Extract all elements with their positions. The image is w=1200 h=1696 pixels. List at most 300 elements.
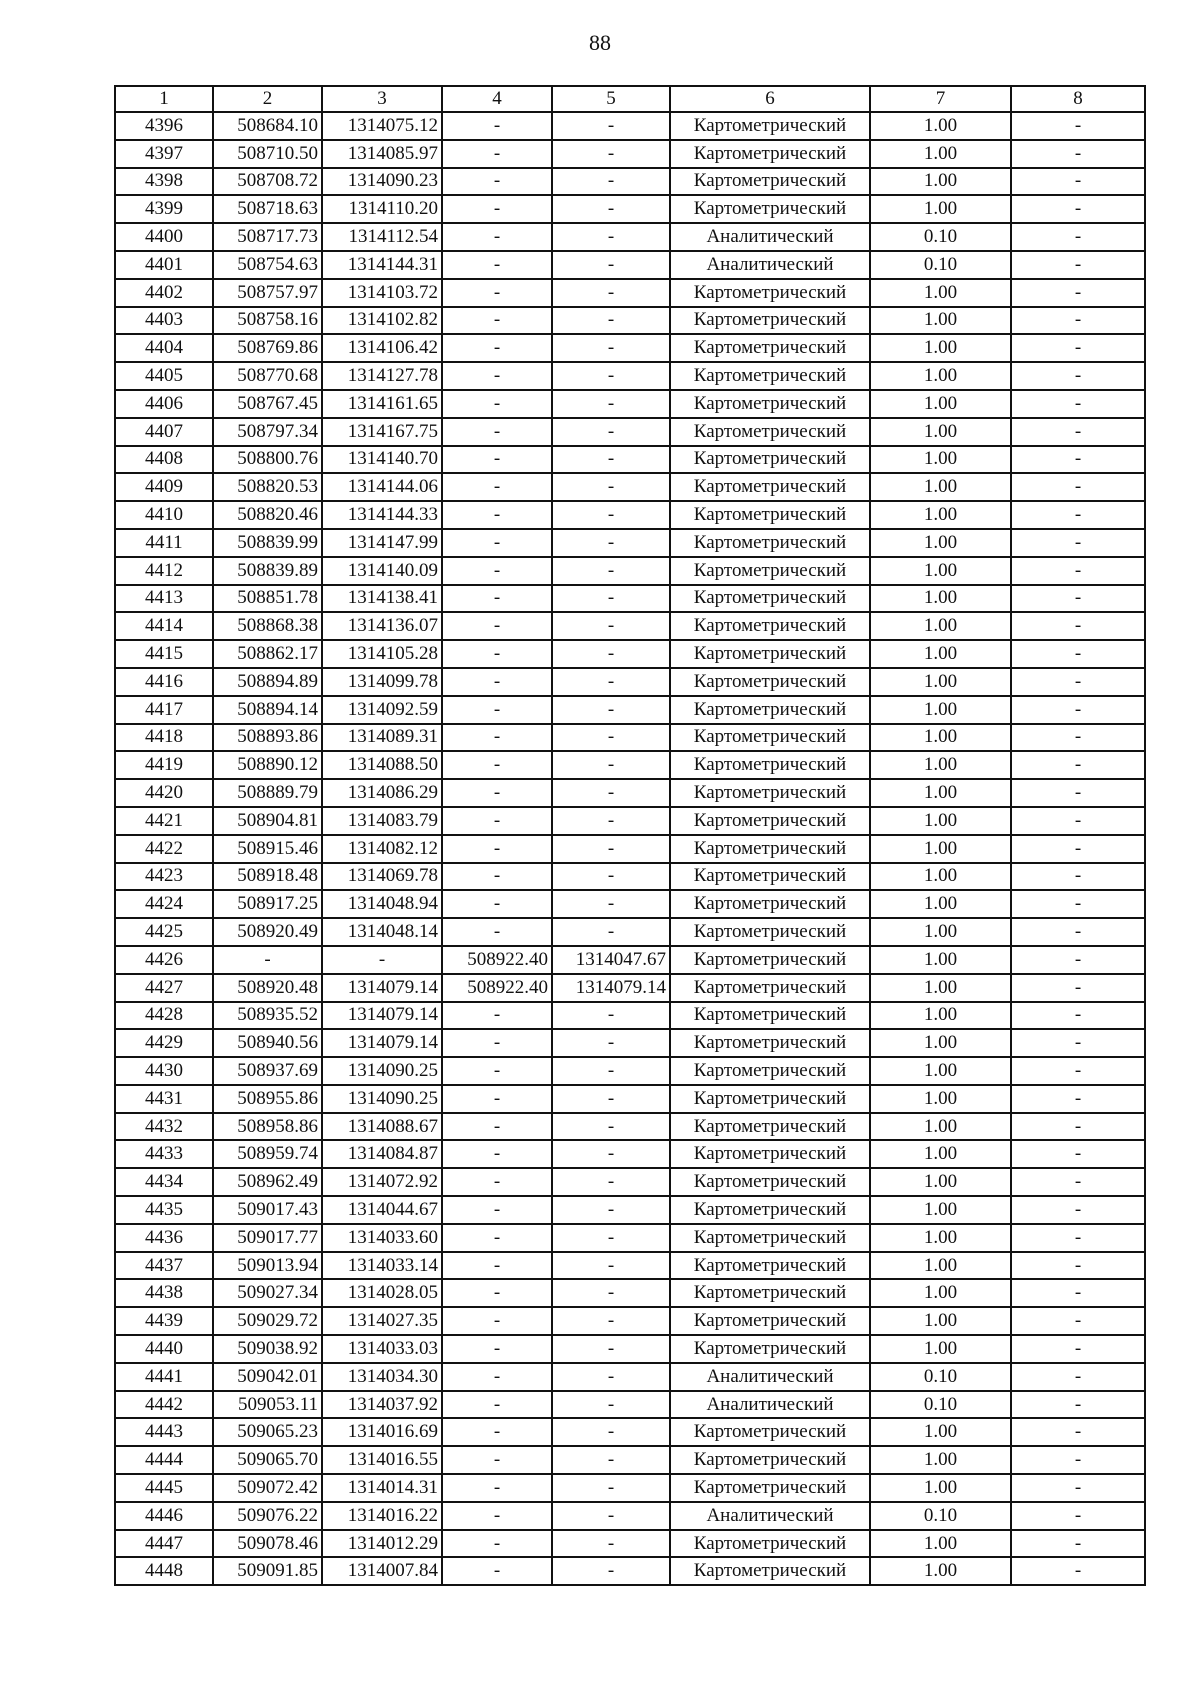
table-row	[115, 307, 1145, 335]
accuracy-cell: 1.00	[870, 974, 1011, 1002]
new-x-coordinate-cell: -	[442, 195, 552, 223]
new-y-coordinate-cell: -	[552, 835, 670, 863]
new-x-coordinate-cell: -	[442, 1418, 552, 1446]
new-x-coordinate-cell: -	[442, 390, 552, 418]
accuracy-cell: 1.00	[870, 1057, 1011, 1085]
table-row	[115, 501, 1145, 529]
note-cell: -	[1011, 835, 1145, 863]
y-coordinate-cell: 1314083.79	[322, 807, 442, 835]
new-x-coordinate-cell: -	[442, 1335, 552, 1363]
method-cell: Картометрический	[670, 1474, 870, 1502]
new-x-coordinate-cell: -	[442, 1279, 552, 1307]
new-y-coordinate-cell: -	[552, 140, 670, 168]
x-coordinate-cell: 508890.12	[213, 751, 322, 779]
point-number-cell: 4401	[115, 251, 213, 279]
accuracy-cell: 1.00	[870, 863, 1011, 891]
x-coordinate-cell: 508917.25	[213, 890, 322, 918]
x-coordinate-cell: 509091.85	[213, 1557, 322, 1585]
note-cell: -	[1011, 1085, 1145, 1113]
method-cell: Картометрический	[670, 612, 870, 640]
note-cell: -	[1011, 890, 1145, 918]
new-y-coordinate-cell: 1314079.14	[552, 974, 670, 1002]
new-y-coordinate-cell: -	[552, 1530, 670, 1558]
x-coordinate-cell: 508717.73	[213, 223, 322, 251]
new-y-coordinate-cell: -	[552, 640, 670, 668]
table-row	[115, 1279, 1145, 1307]
y-coordinate-cell: 1314027.35	[322, 1307, 442, 1335]
new-x-coordinate-cell: -	[442, 585, 552, 613]
x-coordinate-cell: 508904.81	[213, 807, 322, 835]
point-number-cell: 4398	[115, 168, 213, 196]
note-cell: -	[1011, 1029, 1145, 1057]
new-x-coordinate-cell: -	[442, 279, 552, 307]
x-coordinate-cell: 508710.50	[213, 140, 322, 168]
point-number-cell: 4405	[115, 362, 213, 390]
y-coordinate-cell: 1314090.25	[322, 1085, 442, 1113]
point-number-cell: 4411	[115, 529, 213, 557]
point-number-cell: 4409	[115, 473, 213, 501]
new-x-coordinate-cell: -	[442, 168, 552, 196]
point-number-cell: 4430	[115, 1057, 213, 1085]
point-number-cell: 4445	[115, 1474, 213, 1502]
point-number-cell: 4412	[115, 557, 213, 585]
new-y-coordinate-cell: -	[552, 195, 670, 223]
new-y-coordinate-cell: -	[552, 612, 670, 640]
new-x-coordinate-cell: -	[442, 918, 552, 946]
method-cell: Картометрический	[670, 1279, 870, 1307]
table-row	[115, 807, 1145, 835]
point-number-cell: 4441	[115, 1363, 213, 1391]
note-cell: -	[1011, 612, 1145, 640]
note-cell: -	[1011, 1391, 1145, 1419]
new-y-coordinate-cell: -	[552, 557, 670, 585]
new-x-coordinate-cell: -	[442, 1113, 552, 1141]
new-x-coordinate-cell: -	[442, 223, 552, 251]
x-coordinate-cell: 509038.92	[213, 1335, 322, 1363]
new-y-coordinate-cell: -	[552, 890, 670, 918]
new-y-coordinate-cell: -	[552, 334, 670, 362]
coordinates-table	[114, 85, 1146, 1586]
new-y-coordinate-cell: -	[552, 1279, 670, 1307]
x-coordinate-cell: 508958.86	[213, 1113, 322, 1141]
y-coordinate-cell: 1314092.59	[322, 696, 442, 724]
new-x-coordinate-cell: -	[442, 1530, 552, 1558]
x-coordinate-cell: 508889.79	[213, 779, 322, 807]
table-row	[115, 390, 1145, 418]
new-y-coordinate-cell: -	[552, 1335, 670, 1363]
new-y-coordinate-cell: -	[552, 501, 670, 529]
point-number-cell: 4413	[115, 585, 213, 613]
point-number-cell: 4424	[115, 890, 213, 918]
x-coordinate-cell: 509017.77	[213, 1224, 322, 1252]
table-row	[115, 473, 1145, 501]
point-number-cell: 4447	[115, 1530, 213, 1558]
method-cell: Картометрический	[670, 1140, 870, 1168]
y-coordinate-cell: 1314136.07	[322, 612, 442, 640]
new-x-coordinate-cell: -	[442, 1085, 552, 1113]
method-cell: Картометрический	[670, 1196, 870, 1224]
accuracy-cell: 1.00	[870, 112, 1011, 140]
y-coordinate-cell: 1314088.50	[322, 751, 442, 779]
new-x-coordinate-cell: -	[442, 863, 552, 891]
method-cell: Картометрический	[670, 751, 870, 779]
new-y-coordinate-cell: -	[552, 1557, 670, 1585]
y-coordinate-cell: 1314028.05	[322, 1279, 442, 1307]
new-x-coordinate-cell: -	[442, 557, 552, 585]
method-cell: Картометрический	[670, 1446, 870, 1474]
accuracy-cell: 1.00	[870, 501, 1011, 529]
note-cell: -	[1011, 696, 1145, 724]
new-x-coordinate-cell: -	[442, 1140, 552, 1168]
point-number-cell: 4404	[115, 334, 213, 362]
note-cell: -	[1011, 1224, 1145, 1252]
new-x-coordinate-cell: -	[442, 696, 552, 724]
accuracy-cell: 1.00	[870, 1085, 1011, 1113]
accuracy-cell: 1.00	[870, 1168, 1011, 1196]
new-y-coordinate-cell: -	[552, 418, 670, 446]
y-coordinate-cell: 1314090.23	[322, 168, 442, 196]
new-y-coordinate-cell: -	[552, 918, 670, 946]
x-coordinate-cell: 509065.70	[213, 1446, 322, 1474]
point-number-cell: 4431	[115, 1085, 213, 1113]
point-number-cell: 4420	[115, 779, 213, 807]
note-cell: -	[1011, 1474, 1145, 1502]
accuracy-cell: 1.00	[870, 279, 1011, 307]
x-coordinate-cell: 508718.63	[213, 195, 322, 223]
point-number-cell: 4423	[115, 863, 213, 891]
accuracy-cell: 1.00	[870, 1252, 1011, 1280]
accuracy-cell: 1.00	[870, 1557, 1011, 1585]
method-cell: Картометрический	[670, 918, 870, 946]
accuracy-cell: 1.00	[870, 751, 1011, 779]
x-coordinate-cell: 508820.53	[213, 473, 322, 501]
accuracy-cell: 1.00	[870, 1530, 1011, 1558]
table-row	[115, 724, 1145, 752]
x-coordinate-cell: 508894.89	[213, 668, 322, 696]
point-number-cell: 4416	[115, 668, 213, 696]
new-y-coordinate-cell: -	[552, 724, 670, 752]
note-cell: -	[1011, 223, 1145, 251]
note-cell: -	[1011, 140, 1145, 168]
point-number-cell: 4433	[115, 1140, 213, 1168]
x-coordinate-cell: 509072.42	[213, 1474, 322, 1502]
y-coordinate-cell: 1314016.22	[322, 1502, 442, 1530]
y-coordinate-cell: 1314089.31	[322, 724, 442, 752]
column-header: 4	[442, 86, 552, 112]
new-x-coordinate-cell: -	[442, 724, 552, 752]
x-coordinate-cell: 508955.86	[213, 1085, 322, 1113]
method-cell: Картометрический	[670, 390, 870, 418]
y-coordinate-cell: 1314048.94	[322, 890, 442, 918]
accuracy-cell: 0.10	[870, 223, 1011, 251]
new-x-coordinate-cell: -	[442, 640, 552, 668]
column-header: 8	[1011, 86, 1145, 112]
y-coordinate-cell: 1314127.78	[322, 362, 442, 390]
method-cell: Аналитический	[670, 1363, 870, 1391]
point-number-cell: 4422	[115, 835, 213, 863]
x-coordinate-cell: 508940.56	[213, 1029, 322, 1057]
new-x-coordinate-cell: -	[442, 612, 552, 640]
table-row	[115, 1224, 1145, 1252]
x-coordinate-cell: 508839.99	[213, 529, 322, 557]
point-number-cell: 4439	[115, 1307, 213, 1335]
table-row	[115, 1168, 1145, 1196]
note-cell: -	[1011, 1252, 1145, 1280]
accuracy-cell: 1.00	[870, 307, 1011, 335]
y-coordinate-cell: 1314088.67	[322, 1113, 442, 1141]
new-x-coordinate-cell: -	[442, 835, 552, 863]
point-number-cell: 4444	[115, 1446, 213, 1474]
y-coordinate-cell: 1314033.03	[322, 1335, 442, 1363]
x-coordinate-cell: 508915.46	[213, 835, 322, 863]
y-coordinate-cell: 1314048.14	[322, 918, 442, 946]
y-coordinate-cell: 1314037.92	[322, 1391, 442, 1419]
method-cell: Картометрический	[670, 529, 870, 557]
point-number-cell: 4410	[115, 501, 213, 529]
note-cell: -	[1011, 418, 1145, 446]
accuracy-cell: 1.00	[870, 140, 1011, 168]
table-row	[115, 1557, 1145, 1585]
note-cell: -	[1011, 1557, 1145, 1585]
x-coordinate-cell: 508684.10	[213, 112, 322, 140]
table-row	[115, 751, 1145, 779]
point-number-cell: 4406	[115, 390, 213, 418]
accuracy-cell: 1.00	[870, 1029, 1011, 1057]
note-cell: -	[1011, 1002, 1145, 1030]
note-cell: -	[1011, 1113, 1145, 1141]
x-coordinate-cell: 509076.22	[213, 1502, 322, 1530]
table-row	[115, 779, 1145, 807]
y-coordinate-cell: 1314099.78	[322, 668, 442, 696]
y-coordinate-cell: 1314079.14	[322, 1002, 442, 1030]
note-cell: -	[1011, 1057, 1145, 1085]
new-y-coordinate-cell: -	[552, 1252, 670, 1280]
note-cell: -	[1011, 974, 1145, 1002]
method-cell: Картометрический	[670, 168, 870, 196]
accuracy-cell: 1.00	[870, 835, 1011, 863]
new-y-coordinate-cell: -	[552, 1418, 670, 1446]
note-cell: -	[1011, 1502, 1145, 1530]
y-coordinate-cell: 1314075.12	[322, 112, 442, 140]
new-x-coordinate-cell: -	[442, 251, 552, 279]
method-cell: Картометрический	[670, 195, 870, 223]
note-cell: -	[1011, 1446, 1145, 1474]
method-cell: Картометрический	[670, 418, 870, 446]
y-coordinate-cell: 1314147.99	[322, 529, 442, 557]
x-coordinate-cell: 508918.48	[213, 863, 322, 891]
method-cell: Картометрический	[670, 946, 870, 974]
method-cell: Картометрический	[670, 334, 870, 362]
y-coordinate-cell: 1314105.28	[322, 640, 442, 668]
table-row	[115, 112, 1145, 140]
table-header-row	[115, 86, 1145, 112]
new-x-coordinate-cell: -	[442, 1557, 552, 1585]
new-x-coordinate-cell: -	[442, 779, 552, 807]
note-cell: -	[1011, 557, 1145, 585]
new-y-coordinate-cell: -	[552, 1446, 670, 1474]
table-row	[115, 1002, 1145, 1030]
method-cell: Картометрический	[670, 1168, 870, 1196]
x-coordinate-cell: 508962.49	[213, 1168, 322, 1196]
new-y-coordinate-cell: -	[552, 1224, 670, 1252]
point-number-cell: 4417	[115, 696, 213, 724]
table-row	[115, 1196, 1145, 1224]
note-cell: -	[1011, 1140, 1145, 1168]
accuracy-cell: 1.00	[870, 1002, 1011, 1030]
y-coordinate-cell: 1314144.33	[322, 501, 442, 529]
accuracy-cell: 0.10	[870, 251, 1011, 279]
method-cell: Аналитический	[670, 223, 870, 251]
y-coordinate-cell: 1314144.31	[322, 251, 442, 279]
accuracy-cell: 1.00	[870, 390, 1011, 418]
accuracy-cell: 1.00	[870, 362, 1011, 390]
new-x-coordinate-cell: -	[442, 1502, 552, 1530]
new-x-coordinate-cell: -	[442, 418, 552, 446]
note-cell: -	[1011, 112, 1145, 140]
point-number-cell: 4442	[115, 1391, 213, 1419]
point-number-cell: 4438	[115, 1279, 213, 1307]
table-row	[115, 863, 1145, 891]
x-coordinate-cell: 508767.45	[213, 390, 322, 418]
new-y-coordinate-cell: -	[552, 529, 670, 557]
new-x-coordinate-cell: -	[442, 1002, 552, 1030]
note-cell: -	[1011, 779, 1145, 807]
table-row	[115, 446, 1145, 474]
method-cell: Картометрический	[670, 585, 870, 613]
x-coordinate-cell: 508839.89	[213, 557, 322, 585]
method-cell: Картометрический	[670, 1029, 870, 1057]
point-number-cell: 4408	[115, 446, 213, 474]
new-y-coordinate-cell: -	[552, 1474, 670, 1502]
new-y-coordinate-cell: -	[552, 1502, 670, 1530]
new-x-coordinate-cell: -	[442, 1057, 552, 1085]
method-cell: Картометрический	[670, 279, 870, 307]
new-y-coordinate-cell: -	[552, 668, 670, 696]
method-cell: Картометрический	[670, 1530, 870, 1558]
method-cell: Картометрический	[670, 140, 870, 168]
note-cell: -	[1011, 168, 1145, 196]
new-x-coordinate-cell: -	[442, 751, 552, 779]
new-y-coordinate-cell: -	[552, 1196, 670, 1224]
accuracy-cell: 1.00	[870, 946, 1011, 974]
new-x-coordinate-cell: -	[442, 1446, 552, 1474]
table-body	[115, 112, 1145, 1585]
new-x-coordinate-cell: -	[442, 890, 552, 918]
method-cell: Картометрический	[670, 1224, 870, 1252]
new-x-coordinate-cell: -	[442, 1168, 552, 1196]
new-y-coordinate-cell: -	[552, 863, 670, 891]
note-cell: -	[1011, 501, 1145, 529]
method-cell: Картометрический	[670, 1335, 870, 1363]
note-cell: -	[1011, 668, 1145, 696]
y-coordinate-cell: 1314079.14	[322, 1029, 442, 1057]
note-cell: -	[1011, 195, 1145, 223]
table-row	[115, 529, 1145, 557]
x-coordinate-cell: 508959.74	[213, 1140, 322, 1168]
method-cell: Картометрический	[670, 362, 870, 390]
table-row	[115, 140, 1145, 168]
method-cell: Картометрический	[670, 307, 870, 335]
note-cell: -	[1011, 279, 1145, 307]
table-row	[115, 1363, 1145, 1391]
accuracy-cell: 1.00	[870, 612, 1011, 640]
note-cell: -	[1011, 1530, 1145, 1558]
accuracy-cell: 1.00	[870, 418, 1011, 446]
accuracy-cell: 1.00	[870, 1418, 1011, 1446]
new-y-coordinate-cell: -	[552, 1363, 670, 1391]
method-cell: Аналитический	[670, 251, 870, 279]
table-row	[115, 418, 1145, 446]
method-cell: Картометрический	[670, 446, 870, 474]
y-coordinate-cell: 1314082.12	[322, 835, 442, 863]
point-number-cell: 4434	[115, 1168, 213, 1196]
table-row	[115, 612, 1145, 640]
column-header: 5	[552, 86, 670, 112]
method-cell: Картометрический	[670, 640, 870, 668]
note-cell: -	[1011, 307, 1145, 335]
accuracy-cell: 1.00	[870, 640, 1011, 668]
table-row	[115, 362, 1145, 390]
table-row	[115, 668, 1145, 696]
note-cell: -	[1011, 724, 1145, 752]
x-coordinate-cell: 508920.48	[213, 974, 322, 1002]
new-x-coordinate-cell: -	[442, 307, 552, 335]
y-coordinate-cell: 1314112.54	[322, 223, 442, 251]
y-coordinate-cell: 1314085.97	[322, 140, 442, 168]
note-cell: -	[1011, 1418, 1145, 1446]
new-y-coordinate-cell: -	[552, 279, 670, 307]
x-coordinate-cell: 509042.01	[213, 1363, 322, 1391]
point-number-cell: 4425	[115, 918, 213, 946]
note-cell: -	[1011, 918, 1145, 946]
table-row	[115, 1029, 1145, 1057]
x-coordinate-cell: 508770.68	[213, 362, 322, 390]
accuracy-cell: 0.10	[870, 1391, 1011, 1419]
new-y-coordinate-cell: 1314047.67	[552, 946, 670, 974]
table-row	[115, 1530, 1145, 1558]
new-x-coordinate-cell: -	[442, 1391, 552, 1419]
note-cell: -	[1011, 863, 1145, 891]
point-number-cell: 4418	[115, 724, 213, 752]
y-coordinate-cell: 1314090.25	[322, 1057, 442, 1085]
note-cell: -	[1011, 1335, 1145, 1363]
accuracy-cell: 1.00	[870, 668, 1011, 696]
accuracy-cell: 1.00	[870, 1113, 1011, 1141]
table-row	[115, 1418, 1145, 1446]
column-header: 6	[670, 86, 870, 112]
table-row	[115, 640, 1145, 668]
method-cell: Картометрический	[670, 1307, 870, 1335]
x-coordinate-cell: 508868.38	[213, 612, 322, 640]
point-number-cell: 4428	[115, 1002, 213, 1030]
new-x-coordinate-cell: -	[442, 529, 552, 557]
new-x-coordinate-cell: 508922.40	[442, 946, 552, 974]
table-row	[115, 557, 1145, 585]
y-coordinate-cell: 1314079.14	[322, 974, 442, 1002]
new-y-coordinate-cell: -	[552, 223, 670, 251]
accuracy-cell: 1.00	[870, 1335, 1011, 1363]
point-number-cell: 4432	[115, 1113, 213, 1141]
y-coordinate-cell: 1314167.75	[322, 418, 442, 446]
y-coordinate-cell: 1314086.29	[322, 779, 442, 807]
accuracy-cell: 1.00	[870, 557, 1011, 585]
y-coordinate-cell: 1314102.82	[322, 307, 442, 335]
x-coordinate-cell: 509053.11	[213, 1391, 322, 1419]
accuracy-cell: 1.00	[870, 918, 1011, 946]
y-coordinate-cell: 1314069.78	[322, 863, 442, 891]
table-row	[115, 946, 1145, 974]
point-number-cell: 4429	[115, 1029, 213, 1057]
